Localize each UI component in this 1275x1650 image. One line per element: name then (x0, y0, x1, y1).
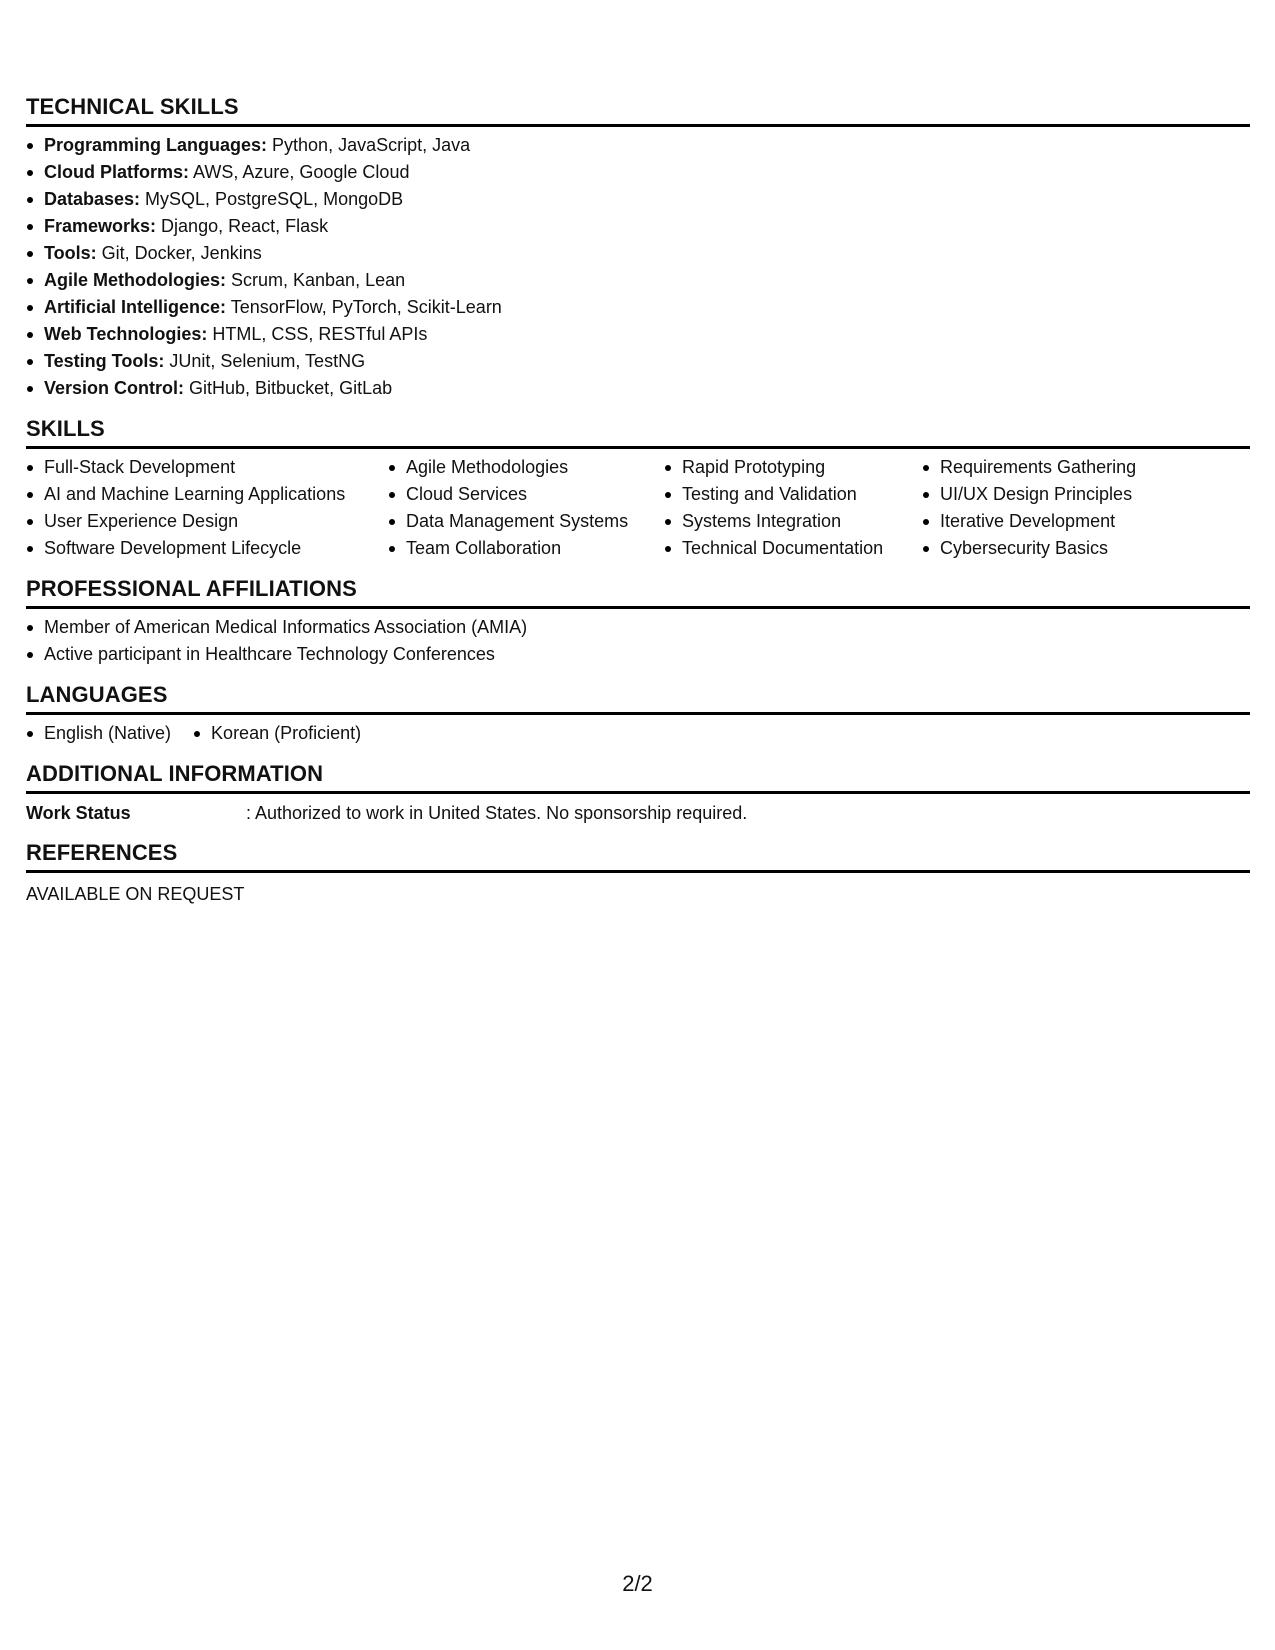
list-item: AI and Machine Learning Applications (26, 481, 388, 508)
skill-category-label: Tools: (44, 243, 97, 263)
list-item: Systems Integration (664, 508, 922, 535)
references-section (26, 840, 1250, 907)
list-item (26, 240, 1250, 267)
list-item: Member of American Medical Informatics Association (AMIA) (26, 614, 1250, 641)
list-item: Cloud Services (388, 481, 664, 508)
list-item: Team Collaboration (388, 535, 664, 562)
skill-category-value: JUnit, Selenium, TestNG (164, 351, 366, 371)
section-title-additional-information: ADDITIONAL INFORMATION (26, 761, 1250, 794)
list-item (26, 132, 1250, 159)
languages-section (26, 682, 1250, 747)
list-item: Testing and Validation (664, 481, 922, 508)
list-item: Full-Stack Development (26, 454, 388, 481)
list-item (26, 294, 1250, 321)
references-text: AVAILABLE ON REQUEST (26, 884, 245, 904)
list-item (26, 321, 1250, 348)
list-item: Software Development Lifecycle (26, 535, 388, 562)
skill-category-value: TensorFlow, PyTorch, Scikit-Learn (226, 297, 502, 317)
list-item (26, 375, 1250, 402)
list-item (26, 267, 1250, 294)
affiliations-section (26, 576, 1250, 668)
list-item: Requirements Gathering (922, 454, 1222, 481)
list-item: English (Native) (26, 720, 171, 747)
list-item (26, 186, 1250, 213)
list-item: Korean (Proficient) (193, 720, 361, 747)
skill-category-value: Python, JavaScript, Java (267, 135, 471, 155)
technical-skills-list (26, 132, 1250, 402)
skill-category-value: MySQL, PostgreSQL, MongoDB (140, 189, 404, 209)
affiliations-list (26, 614, 1250, 668)
list-item: Iterative Development (922, 508, 1222, 535)
skill-category-label: Databases: (44, 189, 141, 209)
list-item: Active participant in Healthcare Technology Conferences (26, 641, 1250, 668)
skill-category-value: AWS, Azure, Google Cloud (189, 162, 410, 182)
skill-category-value: Git, Docker, Jenkins (96, 243, 262, 263)
list-item: Cybersecurity Basics (922, 535, 1222, 562)
skill-category-label: Cloud Platforms: (44, 162, 190, 182)
additional-information-section (26, 761, 1250, 826)
list-item (26, 348, 1250, 375)
skill-category-label: Frameworks: (44, 216, 157, 236)
skills-grid (26, 454, 1250, 562)
skill-category-label: Version Control: (44, 378, 185, 398)
list-item (26, 213, 1250, 240)
skill-category-label: Testing Tools: (44, 351, 165, 371)
skill-category-label: Agile Methodologies: (44, 270, 226, 290)
section-title-references: REFERENCES (26, 840, 1250, 873)
list-item: Rapid Prototyping (664, 454, 922, 481)
list-item (26, 159, 1250, 186)
list-item: Technical Documentation (664, 535, 922, 562)
page-number: 2/2 (622, 1571, 653, 1596)
work-status-row (26, 800, 1250, 826)
resume-page (26, 94, 1250, 907)
skills-column (922, 454, 1222, 562)
skill-category-value: GitHub, Bitbucket, GitLab (184, 378, 393, 398)
skill-category-value: Scrum, Kanban, Lean (226, 270, 406, 290)
skills-section (26, 416, 1250, 562)
list-item: Agile Methodologies (388, 454, 664, 481)
skills-column (664, 454, 922, 562)
list-item: User Experience Design (26, 508, 388, 535)
section-title-skills: SKILLS (26, 416, 1250, 449)
section-title-affiliations: PROFESSIONAL AFFILIATIONS (26, 576, 1250, 609)
skills-column (26, 454, 388, 562)
work-status-value: : Authorized to work in United States. No sponsorship required. (246, 803, 748, 823)
languages-list (26, 720, 1250, 747)
skill-category-value: HTML, CSS, RESTful APIs (207, 324, 428, 344)
skill-category-label: Artificial Intelligence: (44, 297, 227, 317)
section-title-technical-skills: TECHNICAL SKILLS (26, 94, 1250, 127)
list-item: UI/UX Design Principles (922, 481, 1222, 508)
list-item: Data Management Systems (388, 508, 664, 535)
skills-column (388, 454, 664, 562)
skill-category-label: Programming Languages: (44, 135, 268, 155)
section-title-languages: LANGUAGES (26, 682, 1250, 715)
skill-category-label: Web Technologies: (44, 324, 208, 344)
work-status-label: Work Status (26, 803, 131, 823)
technical-skills-section (26, 94, 1250, 402)
skill-category-value: Django, React, Flask (156, 216, 329, 236)
